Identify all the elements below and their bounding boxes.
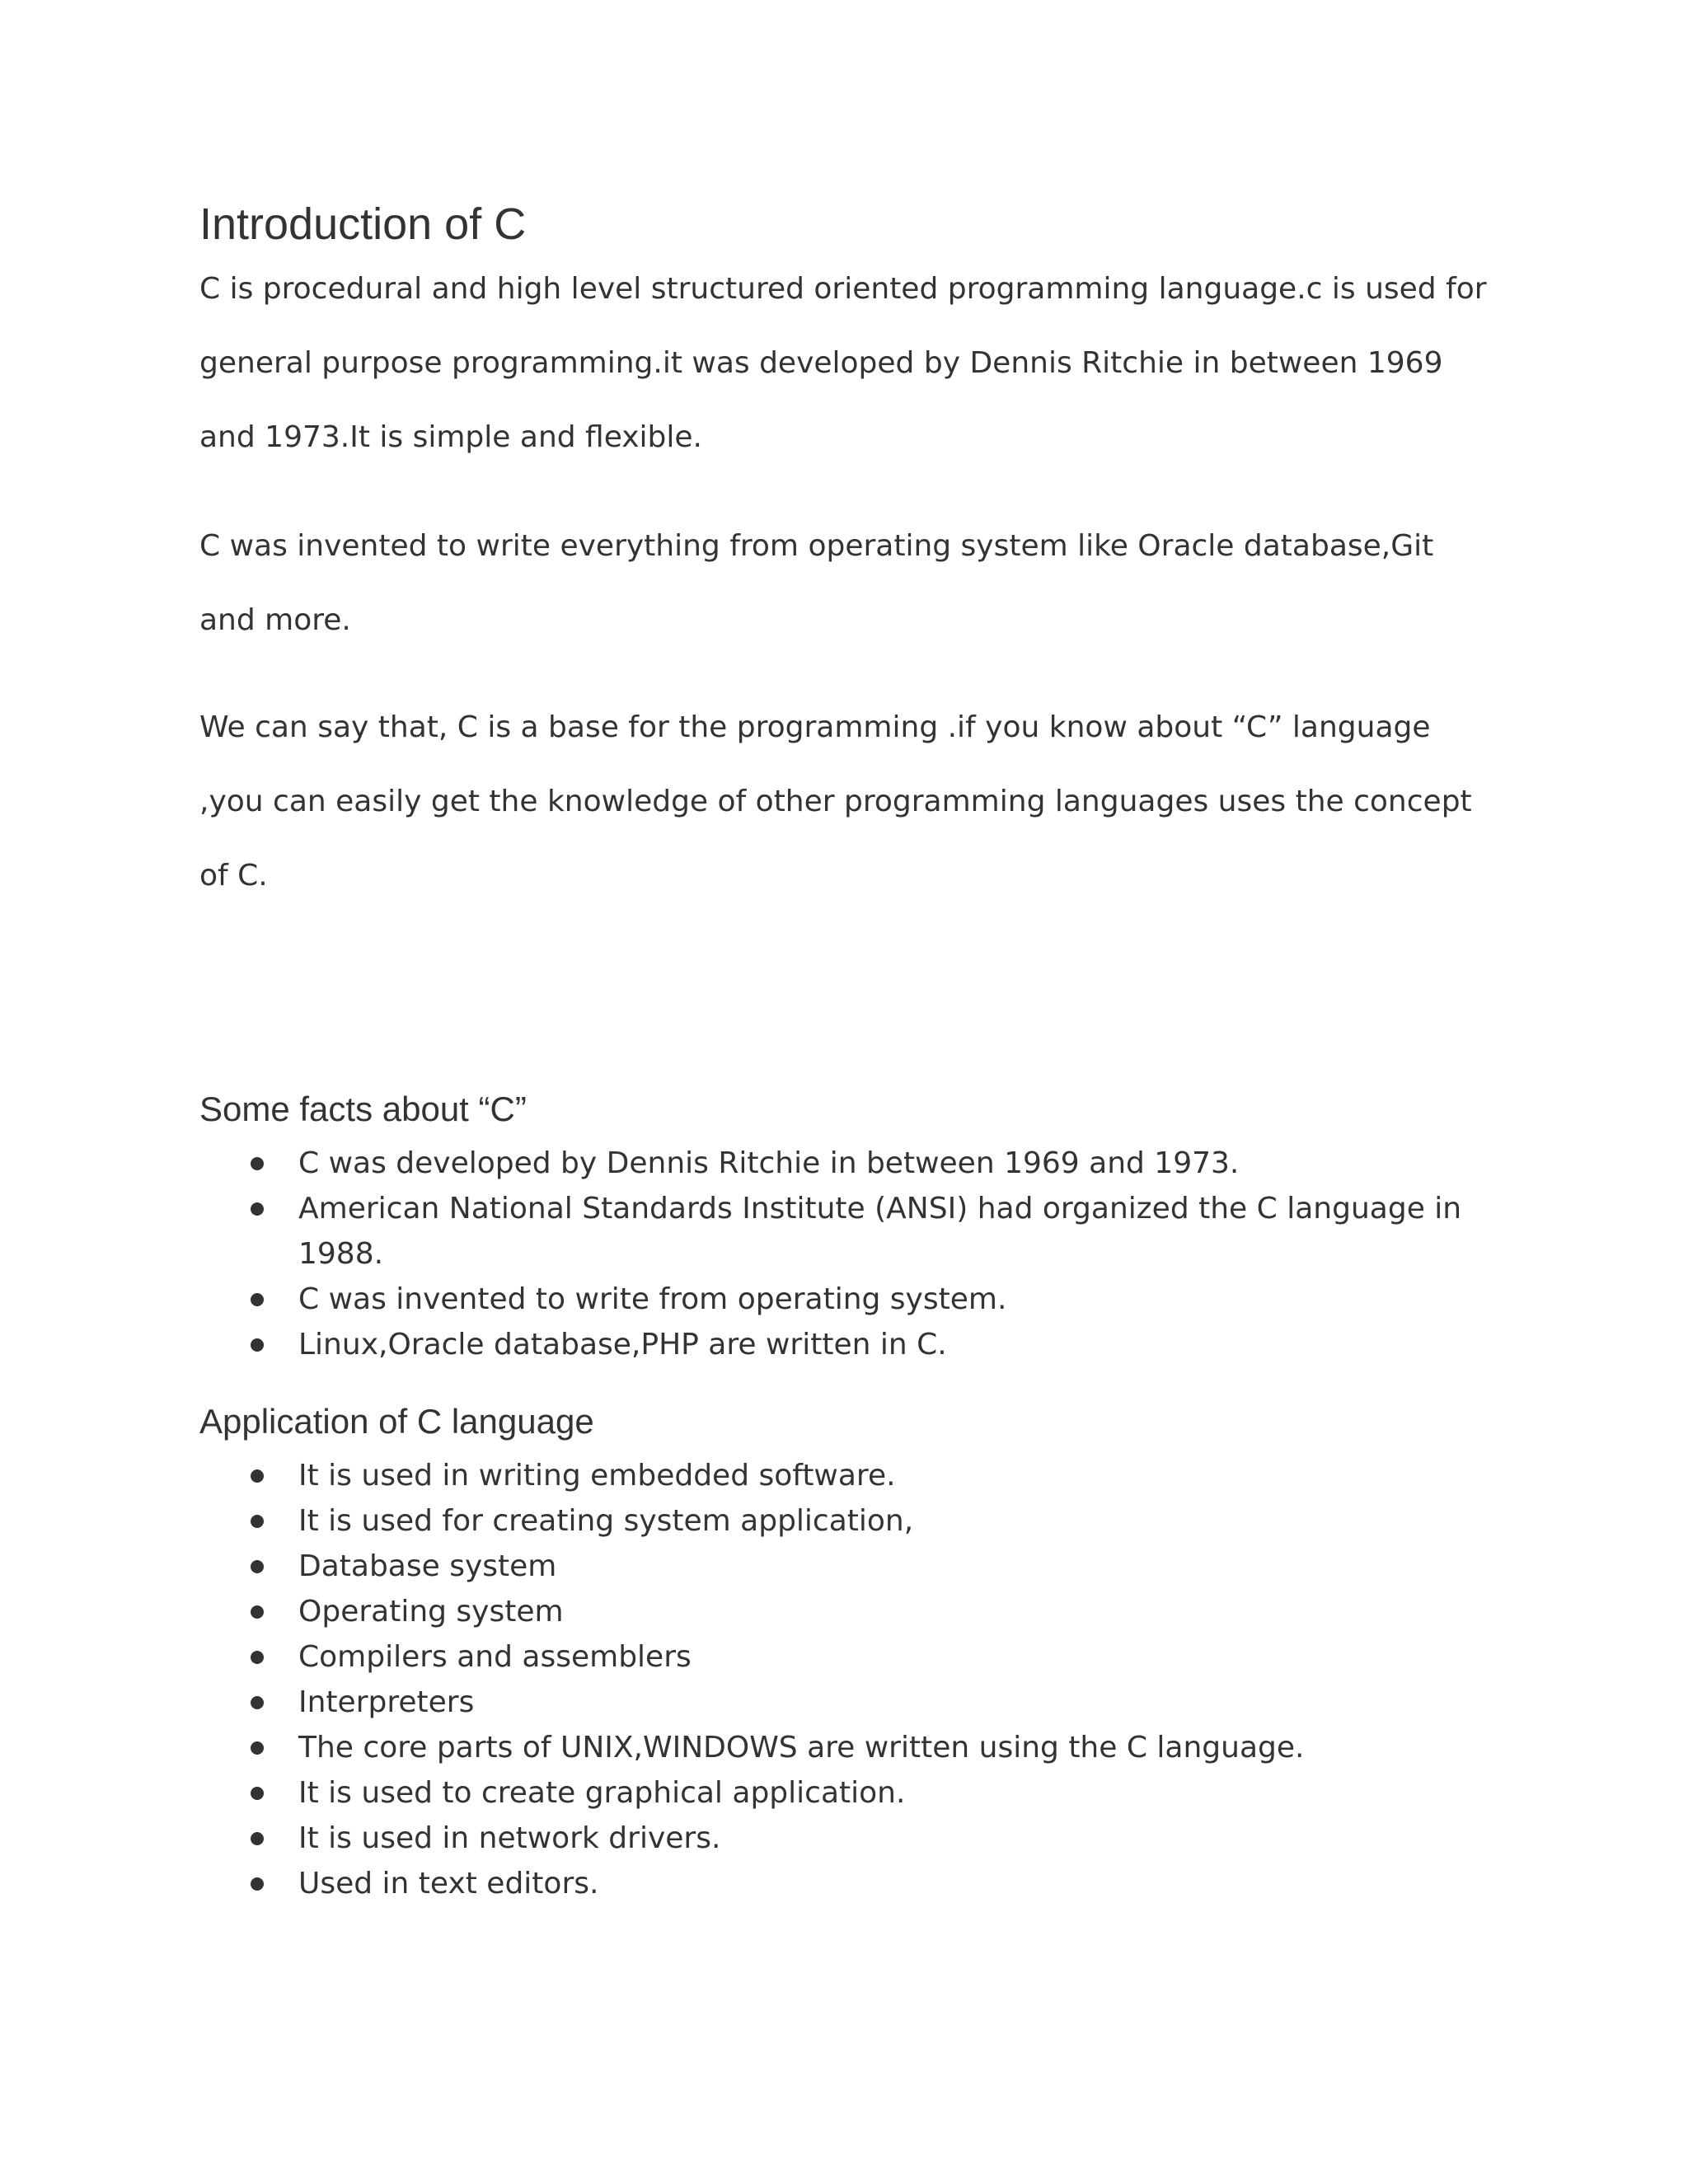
- bullet-icon: [251, 1651, 264, 1664]
- application-item-text: It is used to create graphical application.: [298, 1776, 906, 1810]
- fact-item: [199, 1186, 1510, 1277]
- application-item-text: Interpreters: [298, 1685, 475, 1719]
- bullet-icon: [251, 1515, 264, 1528]
- fact-item: [199, 1141, 1510, 1186]
- fact-item-text: C was developed by Dennis Ritchie in between 1969 and 1973.: [298, 1146, 1240, 1180]
- application-item-text: It is used in writing embedded software.: [298, 1459, 896, 1493]
- application-item: [199, 1770, 1510, 1816]
- application-item-text: Operating system: [298, 1595, 564, 1629]
- application-item-text: It is used for creating system application,: [298, 1504, 914, 1538]
- facts-heading: Some facts about “C”: [199, 1090, 527, 1128]
- fact-item-text: Linux,Oracle database,PHP are written in C.: [298, 1328, 947, 1361]
- bullet-icon: [251, 1469, 264, 1483]
- application-item: [199, 1498, 1510, 1544]
- application-item: [199, 1680, 1510, 1725]
- application-item: [199, 1861, 1510, 1906]
- bullet-icon: [251, 1741, 264, 1755]
- application-item-text: The core parts of UNIX,WINDOWS are written using the C language.: [298, 1731, 1305, 1765]
- application-item: [199, 1634, 1510, 1680]
- bullet-icon: [251, 1787, 264, 1800]
- bullet-icon: [251, 1560, 264, 1573]
- application-item: [199, 1453, 1510, 1498]
- bullet-icon: [251, 1202, 264, 1216]
- bullet-icon: [251, 1832, 264, 1845]
- fact-item: [199, 1277, 1510, 1322]
- application-item: [199, 1725, 1510, 1770]
- bullet-icon: [251, 1338, 264, 1352]
- application-item-text: Database system: [298, 1549, 557, 1583]
- page-title: Introduction of C: [199, 199, 527, 249]
- bullet-icon: [251, 1605, 264, 1619]
- bullet-icon: [251, 1696, 264, 1709]
- fact-item-text: American National Standards Institute (ANSI) had organized the C language in 1988.: [298, 1192, 1462, 1271]
- application-item: [199, 1544, 1510, 1589]
- bullet-icon: [251, 1157, 264, 1170]
- applications-list: [199, 1453, 1493, 1906]
- facts-list: [199, 1141, 1493, 1367]
- bullet-icon: [251, 1293, 264, 1306]
- applications-heading: Application of C language: [199, 1402, 594, 1441]
- application-item-text: It is used in network drivers.: [298, 1821, 721, 1855]
- intro-paragraph: C is procedural and high level structured oriented programming language.c is used for general purpose programming.it was developed by Dennis Ritchie in between 1969 and 1973.It is simple and flexible.: [199, 272, 1487, 454]
- document-content: [199, 196, 1493, 1906]
- application-item-text: Used in text editors.: [298, 1867, 599, 1900]
- bullet-icon: [251, 1877, 264, 1891]
- invention-paragraph: C was invented to write everything from operating system like Oracle database,Git and more.: [199, 529, 1434, 637]
- application-item-text: Compilers and assemblers: [298, 1640, 692, 1674]
- base-paragraph: We can say that, C is a base for the programming .if you know about “C” language ,you can easily get the knowledge of other programming languages uses the concept of C.: [199, 710, 1472, 893]
- application-item: [199, 1589, 1510, 1634]
- fact-item: [199, 1322, 1510, 1367]
- application-item: [199, 1816, 1510, 1861]
- fact-item-text: C was invented to write from operating system.: [298, 1282, 1007, 1316]
